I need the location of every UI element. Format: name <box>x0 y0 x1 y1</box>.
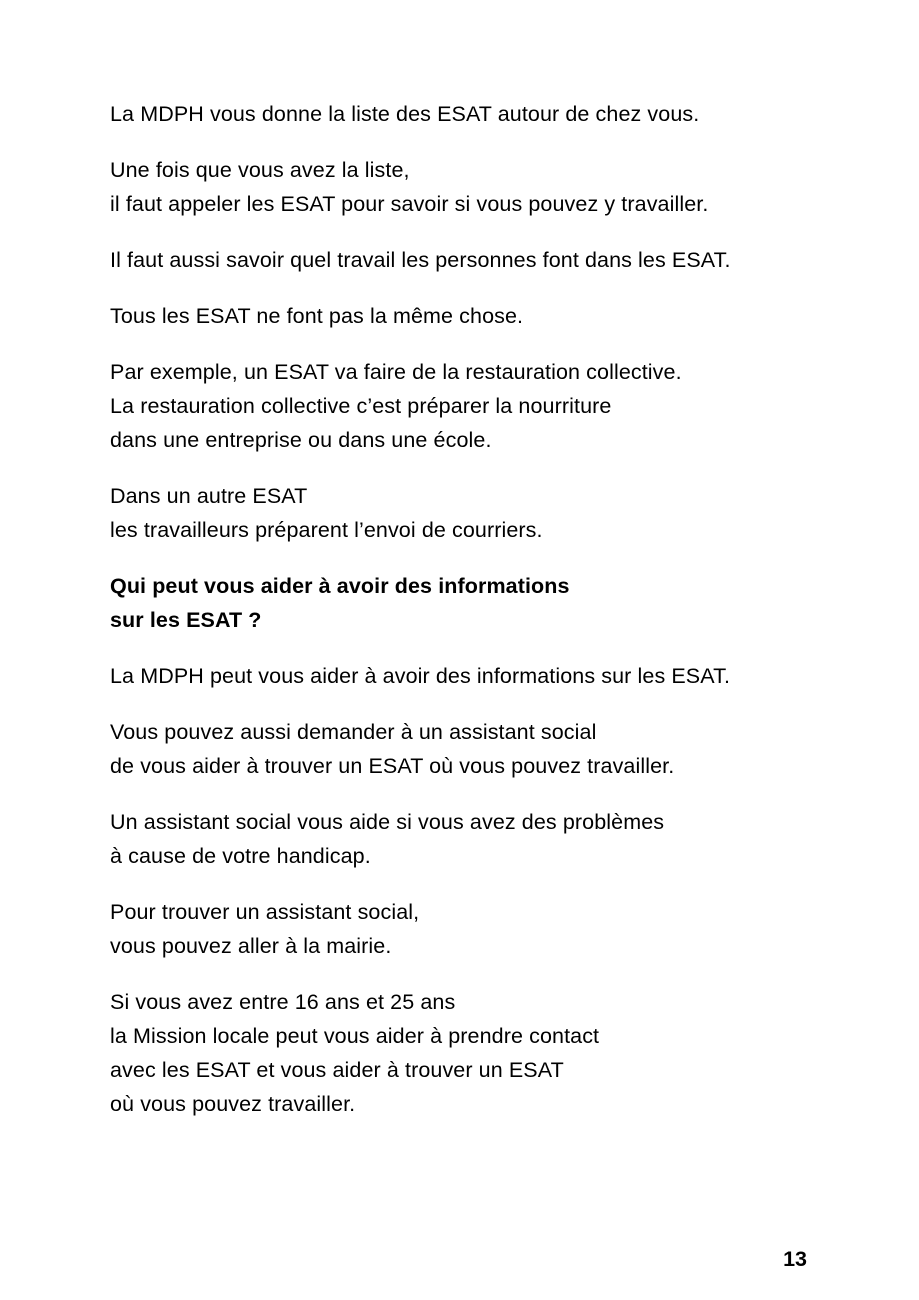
text-line: où vous pouvez travailler. <box>110 1092 356 1116</box>
text-line: à cause de votre handicap. <box>110 844 371 868</box>
text-line: vous pouvez aller à la mairie. <box>110 934 392 958</box>
paragraph <box>110 153 820 221</box>
text-line: Qui peut vous aider à avoir des informations <box>110 574 570 598</box>
text-line: les travailleurs préparent l’envoi de courriers. <box>110 518 543 542</box>
text-line: dans une entreprise ou dans une école. <box>110 428 492 452</box>
text-line: Si vous avez entre 16 ans et 25 ans <box>110 990 456 1014</box>
text-line: Pour trouver un assistant social, <box>110 900 420 924</box>
text-line: Tous les ESAT ne font pas la même chose. <box>110 304 524 328</box>
text-line: Il faut aussi savoir quel travail les personnes font dans les ESAT. <box>110 248 731 272</box>
text-line: la Mission locale peut vous aider à prendre contact <box>110 1024 600 1048</box>
text-line: Dans un autre ESAT <box>110 484 308 508</box>
page-number: 13 <box>783 1247 807 1271</box>
text-line: avec les ESAT et vous aider à trouver un ESAT <box>110 1058 564 1082</box>
paragraph <box>110 243 820 277</box>
text-line: Vous pouvez aussi demander à un assistant social <box>110 720 597 744</box>
paragraph <box>110 355 820 457</box>
paragraph <box>110 985 820 1121</box>
text-line: Par exemple, un ESAT va faire de la restauration collective. <box>110 360 682 384</box>
section-heading <box>110 569 820 637</box>
paragraph <box>110 659 820 693</box>
paragraph <box>110 895 820 963</box>
document-body <box>110 97 820 1143</box>
paragraph <box>110 479 820 547</box>
text-line: La restauration collective c’est préparer la nourriture <box>110 394 612 418</box>
paragraph <box>110 805 820 873</box>
text-line: Une fois que vous avez la liste, <box>110 158 410 182</box>
text-line: de vous aider à trouver un ESAT où vous pouvez travailler. <box>110 754 675 778</box>
text-line: La MDPH peut vous aider à avoir des informations sur les ESAT. <box>110 664 731 688</box>
paragraph <box>110 299 820 333</box>
paragraph <box>110 715 820 783</box>
text-line: sur les ESAT ? <box>110 608 262 632</box>
text-line: La MDPH vous donne la liste des ESAT autour de chez vous. <box>110 102 700 126</box>
paragraph <box>110 97 820 131</box>
text-line: Un assistant social vous aide si vous avez des problèmes <box>110 810 665 834</box>
text-line: il faut appeler les ESAT pour savoir si vous pouvez y travailler. <box>110 192 709 216</box>
